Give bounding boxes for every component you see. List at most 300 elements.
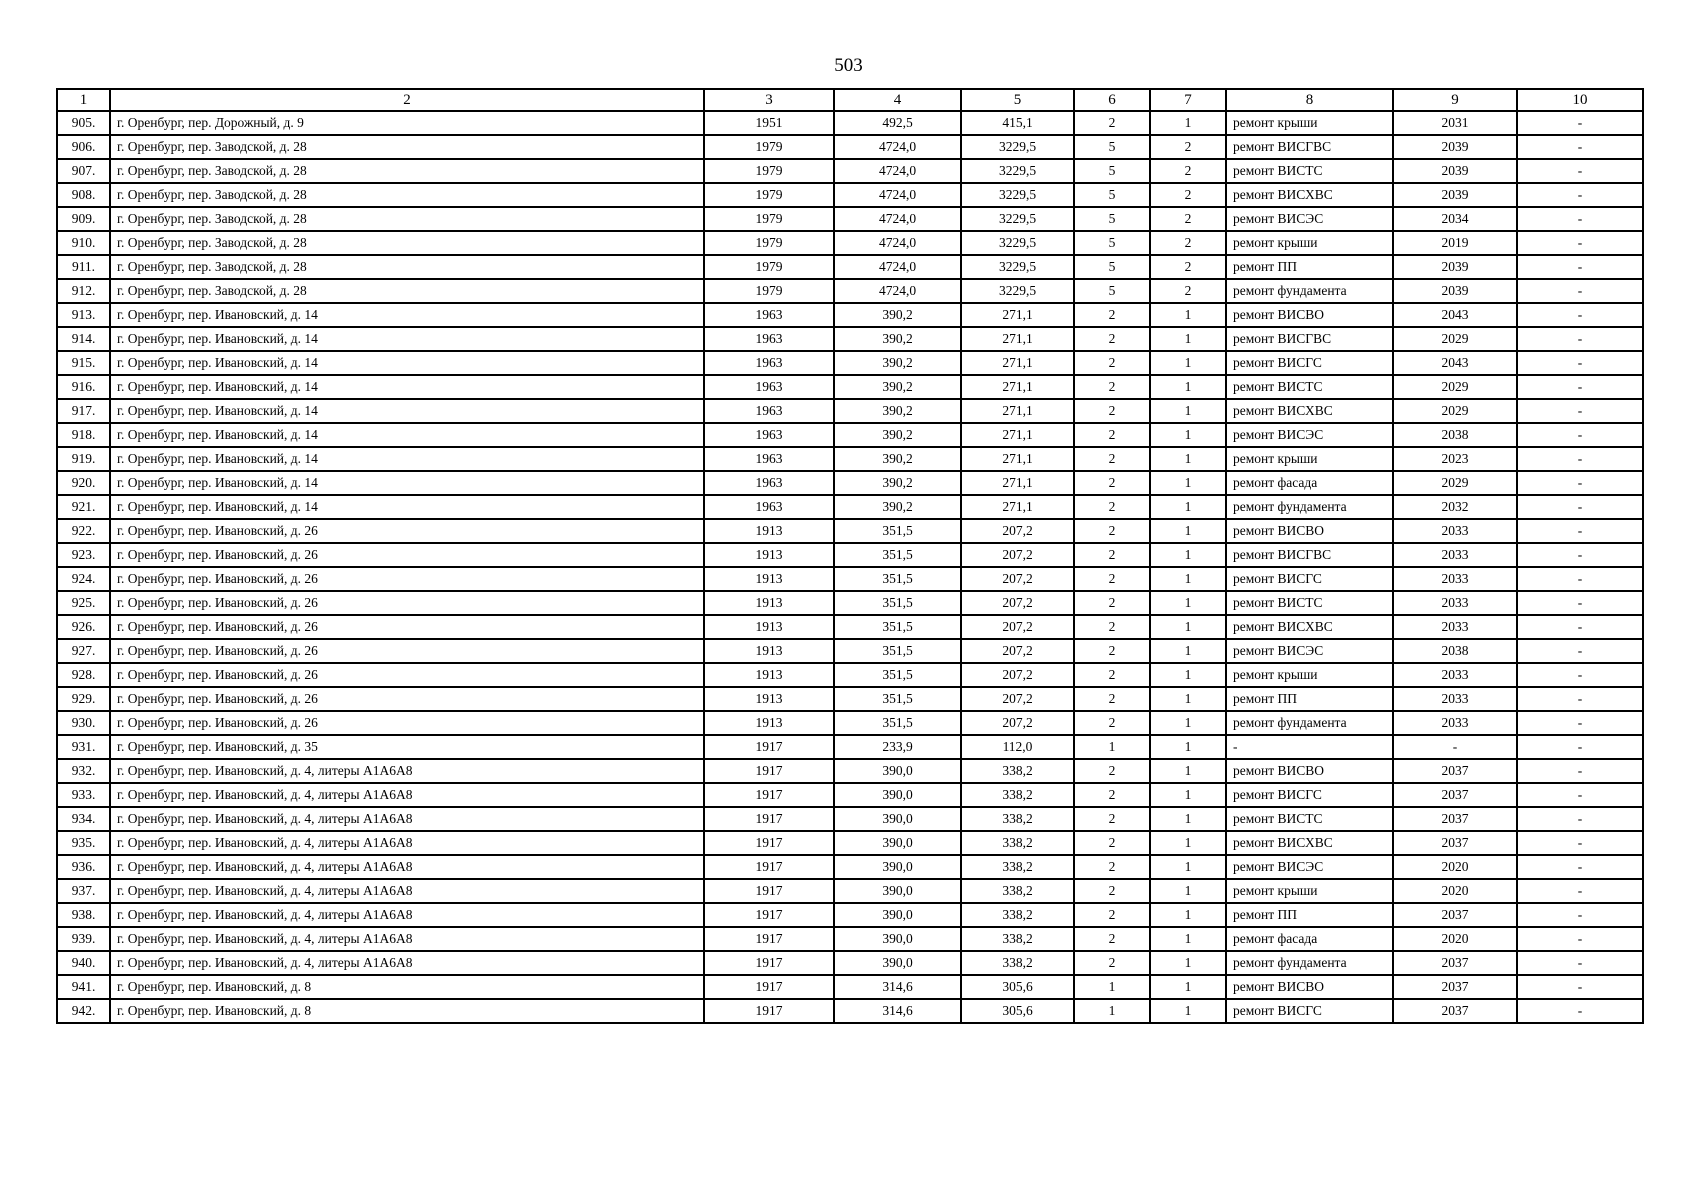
cell-note: -: [1517, 687, 1643, 711]
cell-entrances: 2: [1150, 135, 1226, 159]
cell-floors: 2: [1074, 495, 1150, 519]
column-header: 7: [1150, 89, 1226, 111]
cell-address: г. Оренбург, пер. Ивановский, д. 26: [110, 519, 704, 543]
cell-floors: 5: [1074, 255, 1150, 279]
cell-planned-year: 2019: [1393, 231, 1517, 255]
table-row: [57, 471, 1643, 495]
cell-planned-year: 2029: [1393, 327, 1517, 351]
cell-total-area: 351,5: [834, 639, 961, 663]
table-row: [57, 927, 1643, 951]
cell-year-built: 1913: [704, 615, 834, 639]
cell-living-area: 3229,5: [961, 183, 1074, 207]
cell-planned-year: 2033: [1393, 543, 1517, 567]
cell-address: г. Оренбург, пер. Ивановский, д. 26: [110, 543, 704, 567]
cell-repair-type: -: [1226, 735, 1393, 759]
cell-planned-year: 2043: [1393, 303, 1517, 327]
cell-total-area: 4724,0: [834, 183, 961, 207]
cell-floors: 5: [1074, 231, 1150, 255]
cell-year-built: 1963: [704, 423, 834, 447]
cell-row-number: 919.: [57, 447, 110, 471]
table-row: [57, 663, 1643, 687]
table-row: [57, 303, 1643, 327]
cell-planned-year: 2020: [1393, 879, 1517, 903]
cell-floors: 2: [1074, 783, 1150, 807]
cell-row-number: 930.: [57, 711, 110, 735]
cell-total-area: 390,0: [834, 831, 961, 855]
cell-entrances: 1: [1150, 615, 1226, 639]
cell-year-built: 1979: [704, 183, 834, 207]
cell-repair-type: ремонт ВИСТС: [1226, 159, 1393, 183]
cell-repair-type: ремонт ВИСТС: [1226, 807, 1393, 831]
column-header: 8: [1226, 89, 1393, 111]
cell-note: -: [1517, 327, 1643, 351]
page-number: 503: [834, 55, 863, 76]
table-row: [57, 351, 1643, 375]
table-row: [57, 615, 1643, 639]
cell-address: г. Оренбург, пер. Ивановский, д. 26: [110, 711, 704, 735]
cell-planned-year: 2029: [1393, 399, 1517, 423]
cell-year-built: 1917: [704, 951, 834, 975]
cell-entrances: 1: [1150, 663, 1226, 687]
cell-note: -: [1517, 783, 1643, 807]
table-row: [57, 735, 1643, 759]
cell-address: г. Оренбург, пер. Ивановский, д. 8: [110, 999, 704, 1023]
cell-address: г. Оренбург, пер. Заводской, д. 28: [110, 207, 704, 231]
cell-row-number: 938.: [57, 903, 110, 927]
cell-living-area: 271,1: [961, 423, 1074, 447]
cell-total-area: 390,0: [834, 807, 961, 831]
cell-address: г. Оренбург, пер. Ивановский, д. 35: [110, 735, 704, 759]
cell-living-area: 207,2: [961, 543, 1074, 567]
cell-floors: 2: [1074, 759, 1150, 783]
cell-row-number: 917.: [57, 399, 110, 423]
cell-living-area: 271,1: [961, 351, 1074, 375]
cell-planned-year: 2033: [1393, 663, 1517, 687]
cell-floors: 2: [1074, 903, 1150, 927]
cell-row-number: 935.: [57, 831, 110, 855]
cell-total-area: 390,2: [834, 375, 961, 399]
cell-total-area: 351,5: [834, 591, 961, 615]
cell-floors: 2: [1074, 543, 1150, 567]
cell-address: г. Оренбург, пер. Ивановский, д. 4, литеры А1А6А8: [110, 783, 704, 807]
cell-total-area: 351,5: [834, 567, 961, 591]
cell-year-built: 1913: [704, 543, 834, 567]
cell-living-area: 271,1: [961, 471, 1074, 495]
header-row: [57, 89, 1643, 111]
cell-living-area: 3229,5: [961, 159, 1074, 183]
cell-repair-type: ремонт ВИСГС: [1226, 783, 1393, 807]
cell-row-number: 909.: [57, 207, 110, 231]
cell-repair-type: ремонт ВИСГС: [1226, 999, 1393, 1023]
cell-address: г. Оренбург, пер. Ивановский, д. 14: [110, 471, 704, 495]
cell-entrances: 1: [1150, 783, 1226, 807]
cell-planned-year: 2031: [1393, 111, 1517, 135]
cell-address: г. Оренбург, пер. Ивановский, д. 4, литеры А1А6А8: [110, 807, 704, 831]
cell-note: -: [1517, 591, 1643, 615]
cell-total-area: 390,0: [834, 951, 961, 975]
cell-note: -: [1517, 447, 1643, 471]
cell-living-area: 338,2: [961, 951, 1074, 975]
table-row: [57, 855, 1643, 879]
cell-floors: 1: [1074, 975, 1150, 999]
cell-repair-type: ремонт фасада: [1226, 471, 1393, 495]
cell-entrances: 1: [1150, 951, 1226, 975]
cell-address: г. Оренбург, пер. Ивановский, д. 14: [110, 375, 704, 399]
cell-total-area: 390,2: [834, 327, 961, 351]
cell-planned-year: 2037: [1393, 951, 1517, 975]
cell-total-area: 390,2: [834, 471, 961, 495]
cell-floors: 2: [1074, 399, 1150, 423]
cell-repair-type: ремонт ВИСГВС: [1226, 135, 1393, 159]
cell-planned-year: 2033: [1393, 615, 1517, 639]
cell-note: -: [1517, 303, 1643, 327]
cell-address: г. Оренбург, пер. Дорожный, д. 9: [110, 111, 704, 135]
cell-living-area: 207,2: [961, 591, 1074, 615]
cell-year-built: 1913: [704, 567, 834, 591]
cell-entrances: 1: [1150, 495, 1226, 519]
cell-living-area: 271,1: [961, 327, 1074, 351]
cell-living-area: 338,2: [961, 927, 1074, 951]
cell-floors: 2: [1074, 567, 1150, 591]
table-row: [57, 543, 1643, 567]
cell-row-number: 941.: [57, 975, 110, 999]
cell-note: -: [1517, 351, 1643, 375]
table-row: [57, 807, 1643, 831]
cell-planned-year: 2039: [1393, 279, 1517, 303]
cell-year-built: 1963: [704, 327, 834, 351]
cell-total-area: 4724,0: [834, 135, 961, 159]
cell-year-built: 1963: [704, 399, 834, 423]
cell-year-built: 1917: [704, 783, 834, 807]
cell-row-number: 915.: [57, 351, 110, 375]
cell-entrances: 1: [1150, 831, 1226, 855]
cell-year-built: 1917: [704, 735, 834, 759]
cell-address: г. Оренбург, пер. Заводской, д. 28: [110, 255, 704, 279]
cell-planned-year: 2037: [1393, 999, 1517, 1023]
column-header: 3: [704, 89, 834, 111]
table-row: [57, 879, 1643, 903]
cell-note: -: [1517, 519, 1643, 543]
cell-repair-type: ремонт ВИСЭС: [1226, 423, 1393, 447]
cell-row-number: 914.: [57, 327, 110, 351]
cell-living-area: 338,2: [961, 855, 1074, 879]
cell-living-area: 338,2: [961, 903, 1074, 927]
cell-floors: 1: [1074, 735, 1150, 759]
cell-floors: 2: [1074, 519, 1150, 543]
table-row: [57, 975, 1643, 999]
cell-total-area: 4724,0: [834, 231, 961, 255]
cell-entrances: 1: [1150, 759, 1226, 783]
cell-address: г. Оренбург, пер. Ивановский, д. 26: [110, 639, 704, 663]
cell-note: -: [1517, 759, 1643, 783]
cell-entrances: 1: [1150, 327, 1226, 351]
table-row: [57, 951, 1643, 975]
cell-floors: 2: [1074, 807, 1150, 831]
cell-floors: 2: [1074, 951, 1150, 975]
cell-address: г. Оренбург, пер. Ивановский, д. 4, литеры А1А6А8: [110, 927, 704, 951]
cell-year-built: 1917: [704, 999, 834, 1023]
cell-total-area: 390,0: [834, 927, 961, 951]
cell-repair-type: ремонт ВИСГВС: [1226, 543, 1393, 567]
table-row: [57, 759, 1643, 783]
cell-year-built: 1913: [704, 639, 834, 663]
cell-address: г. Оренбург, пер. Ивановский, д. 14: [110, 495, 704, 519]
table-row: [57, 519, 1643, 543]
cell-note: -: [1517, 927, 1643, 951]
cell-row-number: 920.: [57, 471, 110, 495]
cell-year-built: 1951: [704, 111, 834, 135]
cell-entrances: 2: [1150, 279, 1226, 303]
cell-living-area: 3229,5: [961, 135, 1074, 159]
cell-repair-type: ремонт крыши: [1226, 879, 1393, 903]
cell-entrances: 1: [1150, 423, 1226, 447]
cell-row-number: 936.: [57, 855, 110, 879]
cell-row-number: 929.: [57, 687, 110, 711]
cell-planned-year: 2029: [1393, 375, 1517, 399]
cell-repair-type: ремонт ВИСГВС: [1226, 327, 1393, 351]
table-row: [57, 327, 1643, 351]
cell-entrances: 1: [1150, 999, 1226, 1023]
cell-address: г. Оренбург, пер. Ивановский, д. 26: [110, 663, 704, 687]
cell-note: -: [1517, 255, 1643, 279]
cell-address: г. Оренбург, пер. Заводской, д. 28: [110, 183, 704, 207]
cell-floors: 5: [1074, 279, 1150, 303]
cell-planned-year: 2038: [1393, 639, 1517, 663]
cell-living-area: 338,2: [961, 831, 1074, 855]
cell-repair-type: ремонт ВИСЭС: [1226, 639, 1393, 663]
cell-living-area: 207,2: [961, 711, 1074, 735]
cell-note: -: [1517, 399, 1643, 423]
cell-row-number: 912.: [57, 279, 110, 303]
cell-entrances: 2: [1150, 159, 1226, 183]
cell-year-built: 1917: [704, 879, 834, 903]
cell-repair-type: ремонт фундамента: [1226, 951, 1393, 975]
cell-entrances: 1: [1150, 591, 1226, 615]
cell-entrances: 1: [1150, 807, 1226, 831]
cell-repair-type: ремонт крыши: [1226, 231, 1393, 255]
cell-living-area: 207,2: [961, 687, 1074, 711]
cell-planned-year: 2033: [1393, 519, 1517, 543]
table-row: [57, 567, 1643, 591]
cell-planned-year: 2037: [1393, 903, 1517, 927]
cell-repair-type: ремонт ВИСТС: [1226, 375, 1393, 399]
table-row: [57, 159, 1643, 183]
cell-floors: 1: [1074, 999, 1150, 1023]
cell-total-area: 492,5: [834, 111, 961, 135]
cell-entrances: 1: [1150, 519, 1226, 543]
cell-row-number: 918.: [57, 423, 110, 447]
cell-note: -: [1517, 879, 1643, 903]
cell-living-area: 112,0: [961, 735, 1074, 759]
cell-year-built: 1963: [704, 303, 834, 327]
cell-address: г. Оренбург, пер. Заводской, д. 28: [110, 159, 704, 183]
cell-floors: 2: [1074, 423, 1150, 447]
cell-address: г. Оренбург, пер. Ивановский, д. 4, литеры А1А6А8: [110, 759, 704, 783]
cell-row-number: 922.: [57, 519, 110, 543]
cell-floors: 2: [1074, 303, 1150, 327]
column-header: 4: [834, 89, 961, 111]
cell-planned-year: 2037: [1393, 975, 1517, 999]
table-row: [57, 783, 1643, 807]
cell-entrances: 2: [1150, 255, 1226, 279]
cell-total-area: 390,2: [834, 399, 961, 423]
cell-total-area: 351,5: [834, 663, 961, 687]
cell-year-built: 1917: [704, 927, 834, 951]
cell-total-area: 314,6: [834, 975, 961, 999]
cell-row-number: 937.: [57, 879, 110, 903]
table-row: [57, 831, 1643, 855]
cell-repair-type: ремонт крыши: [1226, 447, 1393, 471]
cell-total-area: 4724,0: [834, 159, 961, 183]
table-row: [57, 399, 1643, 423]
table-row: [57, 903, 1643, 927]
cell-row-number: 905.: [57, 111, 110, 135]
cell-entrances: 1: [1150, 687, 1226, 711]
cell-address: г. Оренбург, пер. Ивановский, д. 4, литеры А1А6А8: [110, 903, 704, 927]
cell-floors: 2: [1074, 111, 1150, 135]
cell-planned-year: 2033: [1393, 591, 1517, 615]
cell-note: -: [1517, 159, 1643, 183]
cell-year-built: 1917: [704, 759, 834, 783]
cell-living-area: 338,2: [961, 759, 1074, 783]
cell-note: -: [1517, 279, 1643, 303]
repair-schedule-table: [56, 88, 1644, 1024]
cell-planned-year: 2020: [1393, 927, 1517, 951]
cell-row-number: 925.: [57, 591, 110, 615]
cell-row-number: 942.: [57, 999, 110, 1023]
cell-row-number: 927.: [57, 639, 110, 663]
cell-year-built: 1917: [704, 807, 834, 831]
cell-floors: 2: [1074, 687, 1150, 711]
cell-address: г. Оренбург, пер. Заводской, д. 28: [110, 279, 704, 303]
cell-note: -: [1517, 567, 1643, 591]
cell-entrances: 1: [1150, 975, 1226, 999]
cell-planned-year: 2039: [1393, 183, 1517, 207]
cell-repair-type: ремонт ПП: [1226, 903, 1393, 927]
cell-year-built: 1979: [704, 279, 834, 303]
cell-row-number: 906.: [57, 135, 110, 159]
cell-note: -: [1517, 855, 1643, 879]
cell-floors: 2: [1074, 663, 1150, 687]
cell-note: -: [1517, 231, 1643, 255]
cell-row-number: 928.: [57, 663, 110, 687]
cell-planned-year: 2039: [1393, 255, 1517, 279]
cell-floors: 2: [1074, 927, 1150, 951]
cell-planned-year: 2038: [1393, 423, 1517, 447]
table-body: [57, 111, 1643, 1023]
cell-total-area: 390,0: [834, 879, 961, 903]
cell-address: г. Оренбург, пер. Ивановский, д. 26: [110, 591, 704, 615]
cell-row-number: 913.: [57, 303, 110, 327]
cell-total-area: 390,0: [834, 759, 961, 783]
cell-planned-year: 2043: [1393, 351, 1517, 375]
cell-planned-year: 2023: [1393, 447, 1517, 471]
cell-repair-type: ремонт фундамента: [1226, 279, 1393, 303]
cell-floors: 2: [1074, 639, 1150, 663]
cell-year-built: 1979: [704, 255, 834, 279]
cell-note: -: [1517, 111, 1643, 135]
cell-address: г. Оренбург, пер. Ивановский, д. 14: [110, 447, 704, 471]
cell-planned-year: 2034: [1393, 207, 1517, 231]
cell-address: г. Оренбург, пер. Ивановский, д. 14: [110, 303, 704, 327]
cell-planned-year: 2039: [1393, 135, 1517, 159]
cell-year-built: 1913: [704, 711, 834, 735]
cell-address: г. Оренбург, пер. Ивановский, д. 4, литеры А1А6А8: [110, 951, 704, 975]
cell-planned-year: 2037: [1393, 807, 1517, 831]
cell-repair-type: ремонт ПП: [1226, 687, 1393, 711]
cell-living-area: 338,2: [961, 879, 1074, 903]
cell-address: г. Оренбург, пер. Ивановский, д. 4, литеры А1А6А8: [110, 831, 704, 855]
cell-planned-year: 2037: [1393, 783, 1517, 807]
cell-row-number: 908.: [57, 183, 110, 207]
cell-planned-year: 2020: [1393, 855, 1517, 879]
cell-total-area: 233,9: [834, 735, 961, 759]
cell-repair-type: ремонт фундамента: [1226, 495, 1393, 519]
table-row: [57, 111, 1643, 135]
cell-living-area: 271,1: [961, 399, 1074, 423]
column-header: 9: [1393, 89, 1517, 111]
cell-floors: 2: [1074, 855, 1150, 879]
cell-living-area: 207,2: [961, 615, 1074, 639]
cell-note: -: [1517, 183, 1643, 207]
cell-planned-year: 2037: [1393, 831, 1517, 855]
cell-total-area: 4724,0: [834, 207, 961, 231]
cell-address: г. Оренбург, пер. Ивановский, д. 4, литеры А1А6А8: [110, 879, 704, 903]
cell-row-number: 907.: [57, 159, 110, 183]
cell-note: -: [1517, 471, 1643, 495]
cell-row-number: 921.: [57, 495, 110, 519]
cell-year-built: 1963: [704, 375, 834, 399]
cell-entrances: 1: [1150, 399, 1226, 423]
cell-entrances: 1: [1150, 711, 1226, 735]
cell-total-area: 390,0: [834, 783, 961, 807]
table-row: [57, 591, 1643, 615]
cell-address: г. Оренбург, пер. Ивановский, д. 14: [110, 351, 704, 375]
table-row: [57, 711, 1643, 735]
cell-total-area: 390,2: [834, 303, 961, 327]
cell-row-number: 924.: [57, 567, 110, 591]
cell-note: -: [1517, 423, 1643, 447]
cell-year-built: 1963: [704, 447, 834, 471]
cell-planned-year: 2037: [1393, 759, 1517, 783]
cell-repair-type: ремонт ВИСВО: [1226, 759, 1393, 783]
cell-floors: 2: [1074, 327, 1150, 351]
cell-total-area: 4724,0: [834, 279, 961, 303]
cell-year-built: 1979: [704, 231, 834, 255]
cell-floors: 5: [1074, 159, 1150, 183]
cell-row-number: 910.: [57, 231, 110, 255]
cell-address: г. Оренбург, пер. Ивановский, д. 14: [110, 399, 704, 423]
column-header: 10: [1517, 89, 1643, 111]
cell-floors: 2: [1074, 831, 1150, 855]
cell-planned-year: 2033: [1393, 567, 1517, 591]
cell-note: -: [1517, 207, 1643, 231]
cell-repair-type: ремонт фундамента: [1226, 711, 1393, 735]
cell-repair-type: ремонт ВИСВО: [1226, 975, 1393, 999]
column-header: 2: [110, 89, 704, 111]
table-row: [57, 423, 1643, 447]
cell-living-area: 3229,5: [961, 255, 1074, 279]
cell-floors: 2: [1074, 879, 1150, 903]
cell-total-area: 4724,0: [834, 255, 961, 279]
cell-living-area: 338,2: [961, 807, 1074, 831]
table-row: [57, 183, 1643, 207]
cell-living-area: 207,2: [961, 663, 1074, 687]
cell-year-built: 1917: [704, 903, 834, 927]
cell-floors: 5: [1074, 135, 1150, 159]
cell-row-number: 934.: [57, 807, 110, 831]
cell-repair-type: ремонт ВИСЭС: [1226, 855, 1393, 879]
